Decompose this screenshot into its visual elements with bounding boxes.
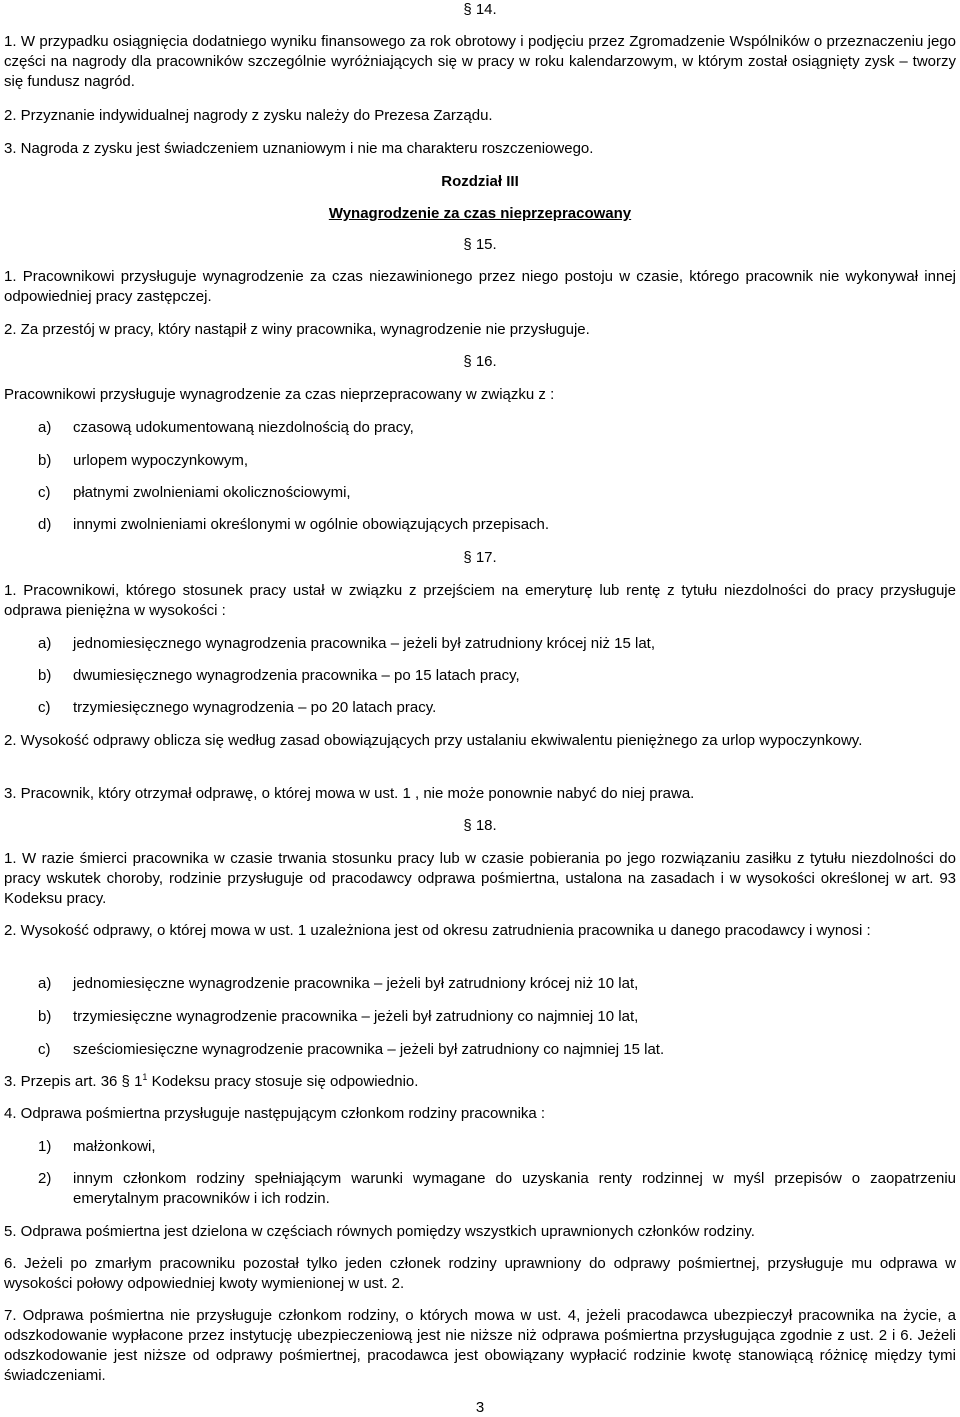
paragraph-18-3 (4, 1072, 956, 1092)
paragraph-17-1: 1. Pracownikowi, którego stosunek pracy ustał w związku z przejściem na emeryturę lub rentę z tytułu niezdolności do pracy przysługuje odprawa pieniężna w wysokości : (4, 582, 956, 619)
superscript: 1 (142, 1072, 148, 1082)
page-number: 3 (475, 1399, 485, 1416)
list-item-label: b) (38, 1008, 52, 1025)
list-item-text: trzymiesięcznego wynagrodzenia – po 20 latach pracy. (73, 699, 437, 716)
list-item-label: 1) (38, 1138, 52, 1155)
list-item-label: b) (38, 452, 52, 469)
list-item-text: sześciomiesięczne wynagrodzenie pracownika – jeżeli był zatrudniony co najmniej 15 lat. (73, 1041, 665, 1058)
list-item-label: c) (38, 699, 51, 716)
list-item-label: c) (38, 484, 51, 501)
list-item-label: b) (38, 667, 52, 684)
list-item-text: innymi zwolnieniami określonymi w ogólnie obowiązujących przepisach. (73, 516, 550, 533)
paragraph-18-3-text: 3. Przepis art. 36 § 1 (4, 1073, 143, 1090)
list-item-label: c) (38, 1041, 51, 1058)
chapter-subtitle-text: Wynagrodzenie za czas nieprzepracowany (328, 205, 632, 222)
section-heading-17: § 17. (463, 549, 497, 566)
list-item-text: małżonkowi, (73, 1138, 156, 1155)
list-item-text: jednomiesięczne wynagrodzenie pracownika – jeżeli był zatrudniony krócej niż 10 lat, (73, 975, 639, 992)
paragraph-14-2: 2. Przyznanie indywidualnej nagrody z zysku należy do Prezesa Zarządu. (4, 107, 493, 124)
list-item-label: 2) (38, 1170, 52, 1187)
paragraph-18-5: 5. Odprawa pośmiertna jest dzielona w częściach równych pomiędzy wszystkich uprawnionych członków rodziny. (4, 1223, 755, 1240)
list-item-text: dwumiesięcznego wynagrodzenia pracownika – po 15 latach pracy, (73, 667, 520, 684)
list-item-text: czasową udokumentowaną niezdolnością do pracy, (73, 419, 414, 436)
paragraph-18-2: 2. Wysokość odprawy, o której mowa w ust. 1 uzależniona jest od okresu zatrudnienia pracownika u danego pracodawcy i wynosi : (4, 922, 871, 939)
paragraph-15-1: 1. Pracownikowi przysługuje wynagrodzenie za czas niezawinionego przez niego postoju w czasie, którego pracownik nie wykonywał innej odpowiedniej pracy zastępczej. (4, 268, 956, 305)
paragraph-14-1: 1. W przypadku osiągnięcia dodatniego wyniku finansowego za rok obrotowy i podjęciu przez Zgromadzenie Wspólników o przeznaczeniu jego części na nagrody dla pracowników szczególnie wyróżniających się w pracy w roku kalendarzowym, w którym został osiągnięty zysk – tworzy się fundusz nagród. (4, 33, 956, 90)
paragraph-18-6: 6. Jeżeli po zmarłym pracowniku pozostał tylko jeden członek rodziny uprawniony do odprawy pośmiertnej, przysługuje mu odprawa w wysokości połowy odpowiedniej kwoty wymienionej w ust. 2. (4, 1255, 956, 1292)
paragraph-18-4: 4. Odprawa pośmiertna przysługuje następującym członkom rodziny pracownika : (4, 1105, 546, 1122)
list-item-label: a) (38, 635, 52, 652)
paragraph-18-1: 1. W razie śmierci pracownika w czasie trwania stosunku pracy lub w czasie pobierania po jego rozwiązaniu zasiłku z tytułu niezdolności do pracy wskutek choroby, rodzinie przysługuje od pracodawcy odprawa pośmiertna, ustalona na zasadach i w wysokości określonej w art. 93 Kodeksu pracy. (4, 850, 956, 907)
section-heading-16: § 16. (463, 353, 497, 370)
list-item-text: trzymiesięczne wynagrodzenie pracownika – jeżeli był zatrudniony co najmniej 10 lat, (73, 1008, 639, 1025)
list-item-label: a) (38, 975, 52, 992)
list-item-text: urlopem wypoczynkowym, (73, 452, 249, 469)
section-heading-15: § 15. (463, 236, 497, 253)
chapter-title: Rozdział III (441, 173, 519, 190)
list-item-text: innym członkom rodziny spełniającym warunki wymagane do uzyskania renty rodzinnej w myśl przepisów o zaopatrzeniu emerytalnym pracowników i ich rodzin. (73, 1170, 956, 1207)
paragraph-16-intro: Pracownikowi przysługuje wynagrodzenie za czas nieprzepracowany w związku z : (4, 386, 555, 403)
section-heading-18: § 18. (463, 817, 497, 834)
list-item-label: a) (38, 419, 52, 436)
paragraph-14-3: 3. Nagroda z zysku jest świadczeniem uznaniowym i nie ma charakteru roszczeniowego. (4, 140, 594, 157)
paragraph-15-2: 2. Za przestój w pracy, który nastąpił z winy pracownika, wynagrodzenie nie przysługuje. (4, 321, 590, 338)
list-item-text: płatnymi zwolnieniami okolicznościowymi, (73, 484, 351, 501)
section-heading-14: § 14. (463, 1, 497, 18)
list-item-text: jednomiesięcznego wynagrodzenia pracownika – jeżeli był zatrudniony krócej niż 15 lat, (73, 635, 655, 652)
chapter-subtitle (0, 204, 960, 224)
paragraph-18-3-rest: Kodeksu pracy stosuje się odpowiednio. (147, 1073, 419, 1090)
list-item-label: d) (38, 516, 52, 533)
paragraph-17-3: 3. Pracownik, który otrzymał odprawę, o której mowa w ust. 1 , nie może ponownie nabyć do niej prawa. (4, 785, 695, 802)
paragraph-17-2: 2. Wysokość odprawy oblicza się według zasad obowiązujących przy ustalaniu ekwiwalentu pieniężnego za urlop wypoczynkowy. (4, 732, 863, 749)
paragraph-18-7: 7. Odprawa pośmiertna nie przysługuje członkom rodziny, o których mowa w ust. 4, jeżeli pracodawca ubezpieczył pracownika na życie, a odszkodowanie wypłacone przez instytucję ubezpieczeniową jest nie niższe niż odprawa pośmiertna przysługująca zgodnie z ust. 2 i 6. Jeżeli odszkodowanie jest niższe od odprawy pośmiertnej, pracodawca jest obowiązany wypłacić rodzinie kwotę stanowiącą różnicę między tymi świadczeniami. (4, 1307, 956, 1384)
